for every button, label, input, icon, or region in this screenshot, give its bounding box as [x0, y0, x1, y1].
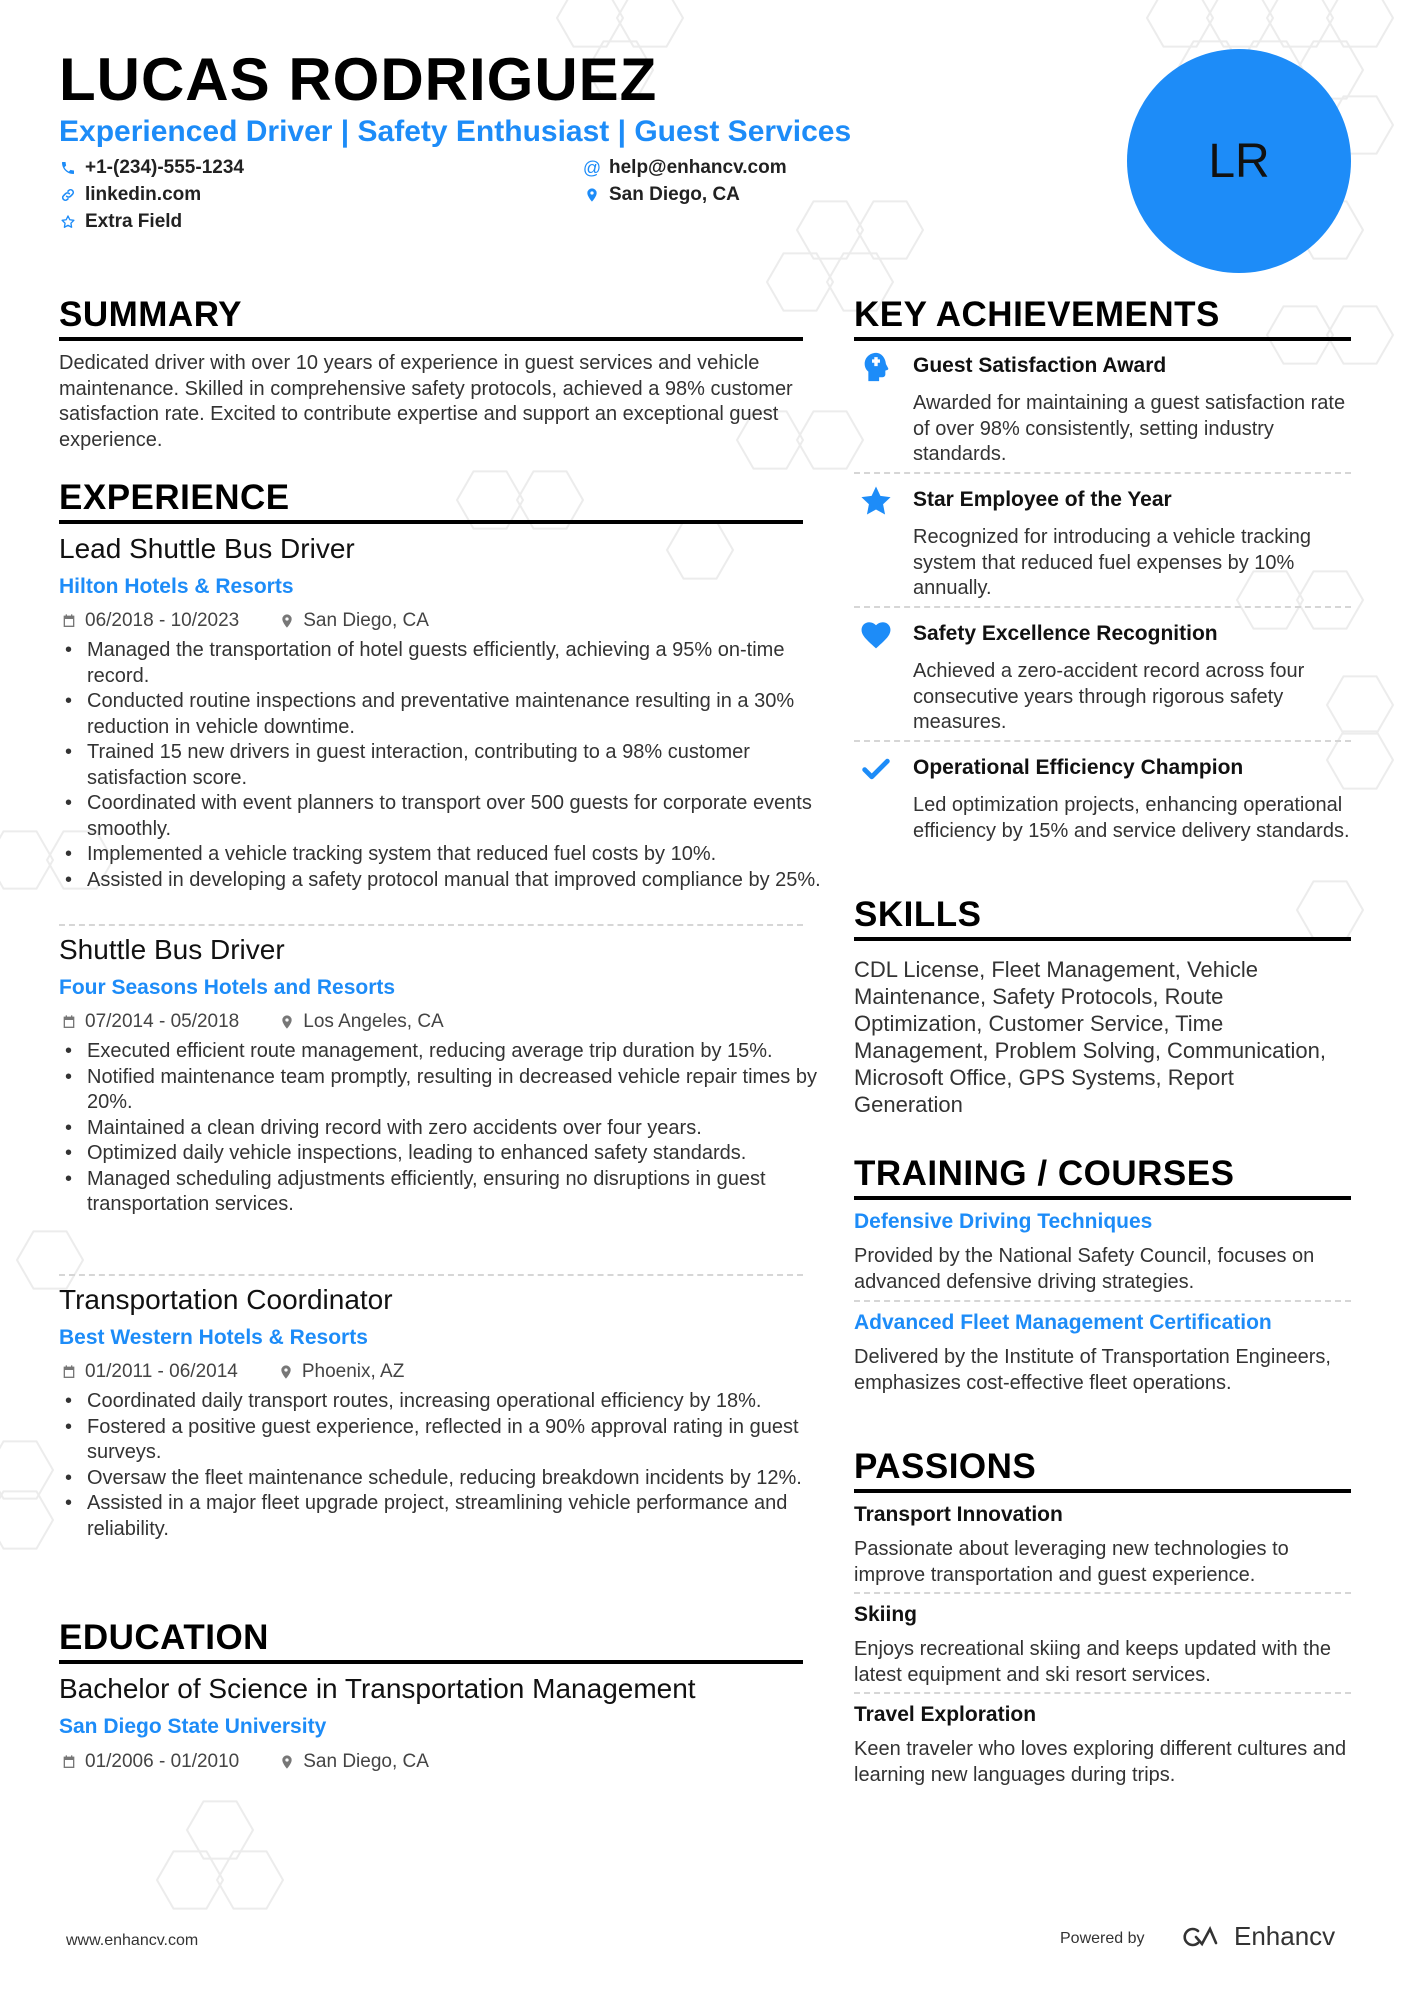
achievement-title: Guest Satisfaction Award — [913, 354, 1167, 377]
achievement-title: Operational Efficiency Champion — [913, 756, 1244, 779]
contact-extra — [59, 211, 182, 233]
footer-powered-by: Powered by — [1060, 1930, 1145, 1947]
passion-desc: Enjoys recreational skiing and keeps updated with the latest equipment and ski resort services. — [854, 1638, 1331, 1686]
job-meta — [61, 610, 429, 632]
job-title: Shuttle Bus Driver — [59, 934, 285, 965]
job-dates: 07/2014 - 05/2018 — [85, 1011, 240, 1032]
passion-title: Skiing — [854, 1603, 918, 1626]
divider — [854, 1692, 1351, 1694]
job-meta — [61, 1011, 444, 1033]
job-location: San Diego, CA — [303, 610, 429, 631]
divider — [854, 1300, 1351, 1302]
at-icon: @ — [582, 157, 602, 178]
job-meta — [61, 1361, 404, 1383]
list-item: • Optimized daily vehicle inspections, leading to enhanced safety standards. — [87, 1141, 831, 1167]
divider — [854, 1592, 1351, 1594]
checkmark-icon — [858, 751, 894, 787]
list-item: • Oversaw the fleet maintenance schedule, reducing breakdown incidents by 12%. — [87, 1466, 831, 1492]
hexagon-shape — [617, 0, 683, 47]
footer-website[interactable]: www.enhancv.com — [66, 1932, 199, 1949]
company-name: Best Western Hotels & Resorts — [59, 1326, 368, 1349]
candidate-tagline: Experienced Driver | Safety Enthusiast | Guest Services — [59, 115, 852, 148]
phone-icon — [59, 159, 77, 177]
footer-brand[interactable] — [1180, 1921, 1335, 1952]
star-outline-icon — [59, 213, 77, 231]
hexagon-shape — [1267, 0, 1333, 47]
achievement-title: Star Employee of the Year — [913, 488, 1172, 511]
education-meta — [61, 1751, 429, 1773]
hexagon-shape — [0, 831, 53, 888]
link-icon — [59, 186, 77, 204]
divider — [854, 740, 1351, 742]
location-pin-icon — [279, 1014, 295, 1030]
star-icon — [858, 483, 894, 519]
course-title: Advanced Fleet Management Certification — [854, 1311, 1272, 1334]
job-dates: 06/2018 - 10/2023 — [85, 610, 240, 631]
head-icon — [858, 349, 894, 385]
list-item: • Maintained a clean driving record with zero accidents over four years. — [87, 1116, 831, 1142]
heart-icon — [858, 617, 894, 653]
footer-brand-name: Enhancv — [1234, 1921, 1336, 1951]
job-location: Phoenix, AZ — [301, 1361, 405, 1382]
hexagon-shape — [17, 1231, 83, 1288]
hexagon-shape — [217, 1851, 283, 1908]
hexagon-shape — [157, 1851, 223, 1908]
hexagon-shape — [1327, 0, 1393, 47]
list-item: • Assisted in developing a safety protocol manual that improved compliance by 25%. — [87, 868, 831, 894]
passion-desc: Passionate about leveraging new technologies to improve transportation and guest experience. — [854, 1538, 1289, 1586]
hexagon-shape — [797, 201, 863, 258]
hexagon-shape — [1147, 0, 1213, 47]
calendar-icon — [61, 613, 77, 629]
location-pin-icon — [583, 186, 601, 204]
calendar-icon — [61, 1364, 77, 1380]
hexagon-shape — [1207, 0, 1273, 47]
location-text: San Diego, CA — [609, 184, 740, 205]
hexagon-shape — [557, 0, 623, 47]
list-item: • Trained 15 new drivers in guest interaction, contributing to a 98% customer satisfaction score. — [87, 740, 831, 791]
passion-title: Transport Innovation — [854, 1503, 1063, 1526]
passions-heading: PASSIONS — [854, 1447, 1351, 1493]
hexagon-shape — [0, 1441, 53, 1498]
list-item: • Managed the transportation of hotel guests efficiently, achieving a 95% on-time record. — [87, 638, 831, 689]
training-heading: TRAINING / COURSES — [854, 1154, 1351, 1200]
divider — [854, 472, 1351, 474]
list-item: • Notified maintenance team promptly, resulting in decreased vehicle repair times by 20%. — [87, 1065, 831, 1116]
divider — [59, 1274, 803, 1276]
hexagon-shape — [797, 411, 863, 468]
achievement-desc: Awarded for maintaining a guest satisfaction rate of over 98% consistently, setting industry standards. — [913, 392, 1346, 465]
phone-text: +1-(234)-555-1234 — [85, 157, 244, 178]
summary-heading: SUMMARY — [59, 295, 803, 341]
contact-email[interactable] — [583, 157, 787, 179]
enhancv-logo-icon — [1180, 1924, 1226, 1950]
education-dates: 01/2006 - 01/2010 — [85, 1751, 240, 1772]
list-item: • Coordinated with event planners to transport over 500 guests for corporate events smoothly. — [87, 791, 831, 842]
candidate-name: LUCAS RODRIGUEZ — [59, 46, 658, 113]
contact-phone[interactable] — [59, 157, 244, 179]
list-item: • Assisted in a major fleet upgrade project, streamlining vehicle performance and reliability. — [87, 1491, 831, 1542]
list-item: • Coordinated daily transport routes, increasing operational efficiency by 18%. — [87, 1389, 831, 1415]
location-pin-icon — [279, 1754, 295, 1770]
hexagon-shape — [187, 1801, 253, 1858]
divider — [854, 606, 1351, 608]
location-pin-icon — [278, 1364, 294, 1380]
achievement-title: Safety Excellence Recognition — [913, 622, 1218, 645]
achievement-desc: Recognized for introducing a vehicle tracking system that reduced fuel expenses by 10% annually. — [913, 526, 1311, 599]
job-title: Lead Shuttle Bus Driver — [59, 533, 355, 564]
hexagon-shape — [667, 521, 733, 578]
job-bullets — [59, 1389, 831, 1542]
contact-location — [583, 184, 740, 206]
extra-field-text: Extra Field — [85, 211, 183, 232]
skills-text: CDL License, Fleet Management, Vehicle Maintenance, Safety Protocols, Route Optimization, Customer Service, Time Management, Problem Solving, Communication, Microsoft Office, GPS Systems, Report Generation — [854, 957, 1327, 1117]
hexagon-shape — [0, 1491, 53, 1548]
linkedin-text: linkedin.com — [85, 184, 202, 205]
contact-linkedin[interactable] — [59, 184, 201, 206]
list-item: • Fostered a positive guest experience, reflected in a 90% approval rating in guest surveys. — [87, 1415, 831, 1466]
hexagon-shape — [857, 201, 923, 258]
list-item: • Implemented a vehicle tracking system that reduced fuel costs by 10%. — [87, 842, 831, 868]
course-desc: Provided by the National Safety Council, focuses on advanced defensive driving strategies. — [854, 1245, 1315, 1293]
achievement-desc: Achieved a zero-accident record across four consecutive years through rigorous safety measures. — [913, 660, 1305, 733]
list-item: • Executed efficient route management, reducing average trip duration by 15%. — [87, 1039, 831, 1065]
company-name: Hilton Hotels & Resorts — [59, 575, 294, 598]
passion-desc: Keen traveler who loves exploring different cultures and learning new languages during trips. — [854, 1738, 1347, 1786]
education-heading: EDUCATION — [59, 1618, 803, 1664]
email-text: help@enhancv.com — [609, 157, 787, 178]
location-pin-icon — [279, 613, 295, 629]
summary-text: Dedicated driver with over 10 years of experience in guest services and vehicle maintenance. Skilled in comprehensive safety protocols, achieved a 98% customer satisfaction rate. Excited to contribute expertise and support an exceptional guest experience. — [59, 352, 793, 451]
calendar-icon — [61, 1014, 77, 1030]
course-desc: Delivered by the Institute of Transportation Engineers, emphasizes cost-effective fleet operations. — [854, 1346, 1331, 1394]
passion-title: Travel Exploration — [854, 1703, 1037, 1726]
skills-heading: SKILLS — [854, 895, 1351, 941]
achievement-desc: Led optimization projects, enhancing operational efficiency by 15% and service delivery standards. — [913, 794, 1350, 842]
job-bullets — [59, 638, 831, 893]
course-title: Defensive Driving Techniques — [854, 1210, 1153, 1233]
company-name: Four Seasons Hotels and Resorts — [59, 976, 396, 999]
list-item: • Conducted routine inspections and preventative maintenance resulting in a 30% reduction in vehicle downtime. — [87, 689, 831, 740]
experience-heading: EXPERIENCE — [59, 478, 803, 524]
degree-title: Bachelor of Science in Transportation Management — [59, 1673, 696, 1704]
divider — [59, 924, 803, 926]
job-location: Los Angeles, CA — [303, 1011, 444, 1032]
school-name: San Diego State University — [59, 1715, 327, 1738]
job-title: Transportation Coordinator — [59, 1284, 393, 1315]
job-dates: 01/2011 - 06/2014 — [85, 1361, 238, 1382]
calendar-icon — [61, 1754, 77, 1770]
list-item: • Managed scheduling adjustments efficiently, ensuring no disruptions in guest transportation services. — [87, 1167, 831, 1218]
achievements-heading: KEY ACHIEVEMENTS — [854, 295, 1351, 341]
avatar: LR — [1127, 49, 1351, 273]
education-location: San Diego, CA — [303, 1751, 429, 1772]
job-bullets — [59, 1039, 831, 1218]
